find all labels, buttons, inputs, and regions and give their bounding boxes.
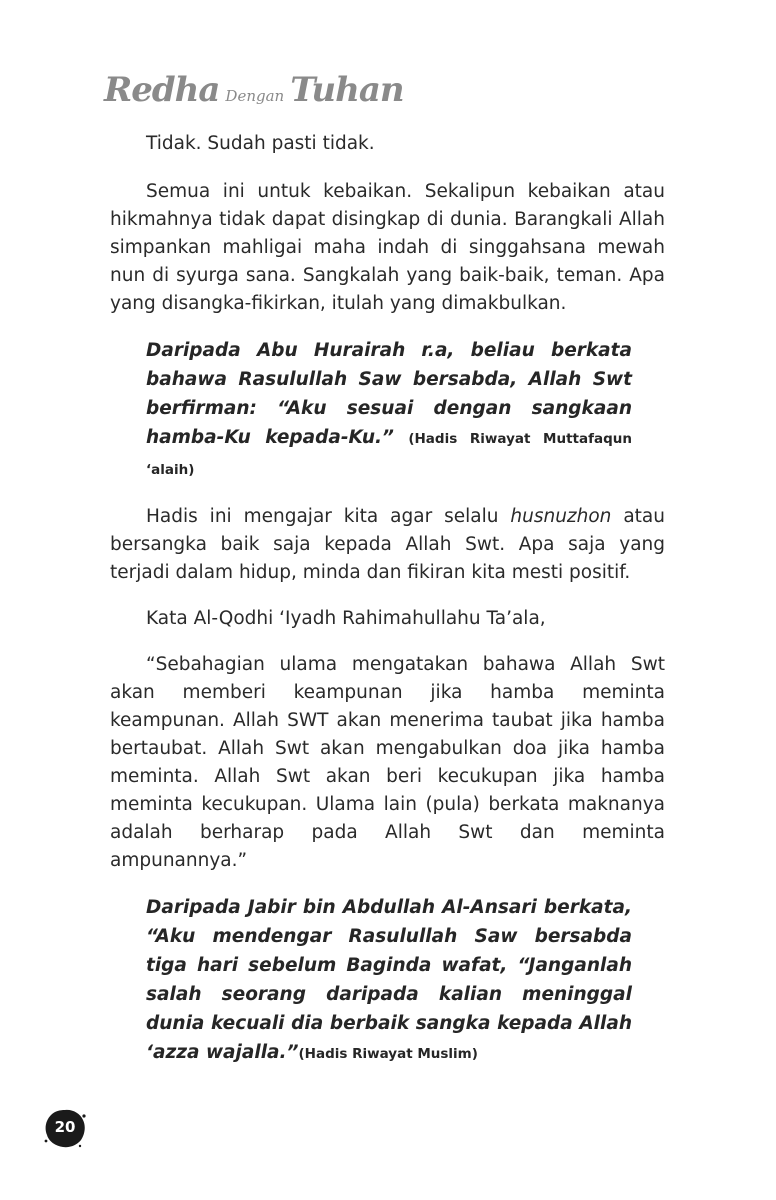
header-word-dengan: Dengan	[225, 87, 285, 105]
paragraph-3-end: atau bersangka baik saja kepada Allah Swt. Apa saja yang terjadi dalam hidup, minda dan fikiran kita mesti positif.	[110, 506, 665, 583]
paragraph-3-start: Hadis ini mengajar kita agar selalu	[146, 506, 511, 527]
paragraph-3	[110, 503, 665, 587]
hadith-quote-1-source: (Hadis Riwayat Muttafaqun ‘alaih)	[146, 431, 632, 478]
hadith-quote-2	[146, 893, 632, 1069]
hadith-quote-1-text: Daripada Abu Hurairah r.a, beliau berkata bahawa Rasulullah Saw bersabda, Allah Swt berfirman: “Aku sesuai dengan sangkaan hamba-Ku kepada-Ku.”	[146, 340, 632, 448]
hadith-quote-2-source: (Hadis Riwayat Muslim)	[298, 1046, 478, 1062]
page-number: 20	[54, 1118, 76, 1136]
hadith-quote-2-text: Daripada Jabir bin Abdullah Al-Ansari berkata, “Aku mendengar Rasulullah Saw bersabda tiga hari sebelum Baginda wafat, “Janganlah salah seorang daripada kalian meninggal dunia kecuali dia berbaik sangka kepada Allah ‘azza wajalla.”	[146, 897, 632, 1063]
header-word-redha: Redha	[104, 70, 220, 110]
page-body	[110, 130, 665, 1087]
hadith-quote-1	[146, 336, 632, 485]
term-husnuzhon: husnuzhon	[510, 506, 612, 527]
page-number-badge	[44, 1108, 86, 1148]
running-header	[104, 70, 404, 110]
paragraph-2: Semua ini untuk kebaikan. Sekalipun kebaikan atau hikmahnya tidak dapat disingkap di dunia. Barangkali Allah simpankan mahligai maha indah di singgahsana mewah nun di syurga sana. Sangkalah yang baik-baik, teman. Apa yang disangka-fikirkan, itulah yang dimakbulkan.	[110, 181, 665, 314]
paragraph-5: “Sebahagian ulama mengatakan bahawa Allah Swt akan memberi keampunan jika hamba meminta keampunan. Allah SWT akan menerima taubat jika hamba bertaubat. Allah Swt akan mengabulkan doa jika hamba meminta. Allah Swt akan beri kecukupan jika hamba meminta kecukupan. Ulama lain (pula) berkata maknanya adalah berharap pada Allah Swt dan meminta ampunannya.”	[110, 654, 665, 871]
paragraph-1: Tidak. Sudah pasti tidak.	[146, 133, 375, 154]
header-word-tuhan: Tuhan	[290, 70, 404, 110]
paragraph-4: Kata Al-Qodhi ‘Iyadh Rahimahullahu Ta’ala,	[146, 608, 546, 629]
